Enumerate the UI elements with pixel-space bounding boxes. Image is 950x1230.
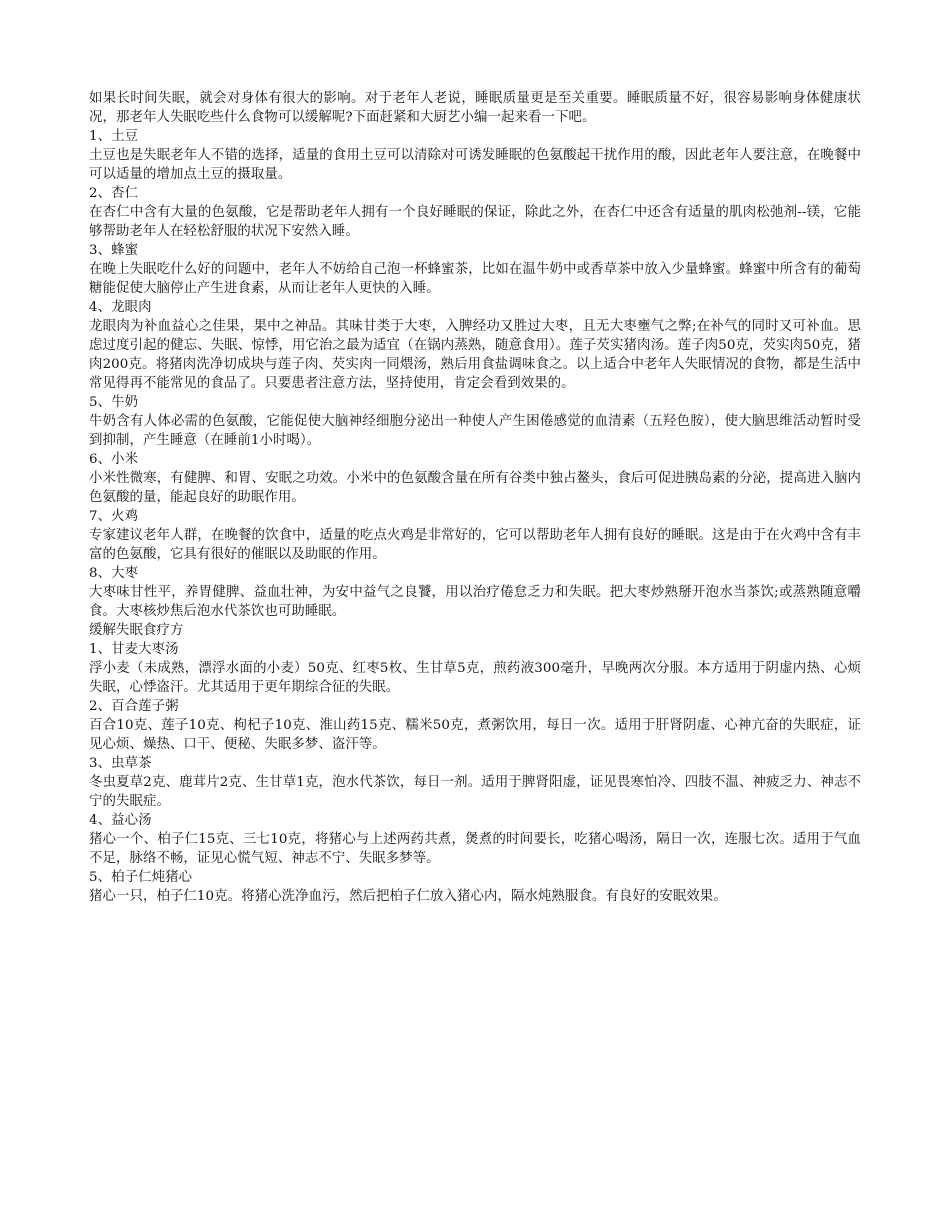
section-heading-potato: 1、土豆 (89, 129, 139, 144)
paragraph-turkey: 专家建议老年人群，在晚餐的饮食中，适量的吃点火鸡是非常好的，它可以帮助老年人拥有良好的睡眠。这是由于在火鸡中含有丰富的色氨酸，它具有很好的催眠以及助眠的作用。 (89, 528, 861, 562)
paragraph-milk: 牛奶含有人体必需的色氨酸，它能促使大脑神经细胞分泌出一种使人产生困倦感觉的血清素（五羟色胺），使大脑思维活动暂时受到抑制，产生睡意（在睡前1小时喝）。 (89, 414, 861, 448)
section-heading-millet: 6、小米 (89, 452, 139, 467)
remedy-heading-2: 2、百合莲子粥 (89, 699, 179, 714)
remedy-paragraph-2: 百合10克、莲子10克、枸杞子10克、淮山药15克、糯米50克，煮粥饮用，每日一次。适用于肝肾阴虚、心神亢奋的失眠症，证见心烦、燥热、口干、便秘、失眠多梦、盗汗等。 (89, 718, 861, 752)
article-body (89, 89, 861, 906)
section-heading-milk: 5、牛奶 (89, 395, 139, 410)
paragraph-honey: 在晚上失眠吃什么好的问题中，老年人不妨给自己泡一杯蜂蜜茶，比如在温牛奶中或香草茶中放入少量蜂蜜。蜂蜜中所含有的葡萄糖能促使大脑停止产生进食素，从而让老年人更快的入睡。 (89, 262, 861, 296)
remedy-paragraph-4: 猪心一个、柏子仁15克、三七10克，将猪心与上述两药共煮，煲煮的时间要长，吃猪心喝汤，隔日一次，连服七次。适用于气血不足，脉络不畅，证见心慌气短、神志不宁、失眠多梦等。 (89, 832, 861, 866)
remedy-paragraph-1: 浮小麦（未成熟，漂浮水面的小麦）50克、红枣5枚、生甘草5克，煎药液300毫升，早晚两次分服。本方适用于阴虚内热、心烦失眠，心悸盗汗。尤其适用于更年期综合征的失眠。 (89, 661, 861, 695)
paragraph-longan: 龙眼肉为补血益心之佳果，果中之神品。其味甘类于大枣，入脾经功又胜过大枣，且无大枣壅气之弊;在补气的同时又可补血。思虑过度引起的健忘、失眠、惊悸，用它治之最为适宜（在锅内蒸熟，随意食用）。莲子芡实猪肉汤。莲子肉50克，芡实肉50克，猪肉200克。将猪肉洗净切成块与莲子肉、芡实肉一同煨汤，熟后用食盐调味食之。以上适合中老年人失眠情况的食物，都是生活中常见得再不能常见的食品了。只要患者注意方法，坚持使用，肯定会看到效果的。 (89, 319, 861, 391)
section-heading-honey: 3、蜂蜜 (89, 243, 139, 258)
remedy-heading-4: 4、益心汤 (89, 813, 152, 828)
paragraph-millet: 小米性微寒，有健脾、和胃、安眠之功效。小米中的色氨酸含量在所有谷类中独占鳌头，食后可促进胰岛素的分泌，提高进入脑内色氨酸的量，能起良好的助眠作用。 (89, 471, 861, 505)
remedy-heading-1: 1、甘麦大枣汤 (89, 642, 179, 657)
remedy-paragraph-5: 猪心一只，柏子仁10克。将猪心洗净血污，然后把柏子仁放入猪心内，隔水炖熟服食。有良好的安眠效果。 (89, 889, 727, 904)
section-heading-almond: 2、杏仁 (89, 186, 139, 201)
paragraph-almond: 在杏仁中含有大量的色氨酸，它是帮助老年人拥有一个良好睡眠的保证，除此之外，在杏仁中还含有适量的肌肉松弛剂--镁，它能够帮助老年人在轻松舒服的状况下安然入睡。 (89, 205, 861, 239)
remedy-paragraph-3: 冬虫夏草2克、鹿茸片2克、生甘草1克，泡水代茶饮，每日一剂。适用于脾肾阳虚，证见畏寒怕冷、四肢不温、神疲乏力、神志不宁的失眠症。 (89, 775, 861, 809)
remedy-heading-5: 5、柏子仁炖猪心 (89, 870, 193, 885)
section-heading-turkey: 7、火鸡 (89, 509, 139, 524)
section-heading-remedies: 缓解失眠食疗方 (89, 623, 184, 638)
paragraph-potato: 土豆也是失眠老年人不错的选择，适量的食用土豆可以清除对可诱发睡眠的色氨酸起干扰作用的酸，因此老年人要注意，在晚餐中可以适量的增加点土豆的摄取量。 (89, 148, 861, 182)
remedy-heading-3: 3、虫草茶 (89, 756, 152, 771)
paragraph-jujube: 大枣味甘性平，养胃健脾、益血壮神，为安中益气之良饕，用以治疗倦怠乏力和失眠。把大枣炒熟掰开泡水当茶饮;或蒸熟随意嚼食。大枣核炒焦后泡水代茶饮也可助睡眠。 (89, 585, 861, 619)
section-heading-longan: 4、龙眼肉 (89, 300, 152, 315)
intro-paragraph: 如果长时间失眠，就会对身体有很大的影响。对于老年人老说，睡眠质量更是至关重要。睡眠质量不好，很容易影响身体健康状况，那老年人失眠吃些什么食物可以缓解呢?下面赶紧和大厨艺小编一起来看一下吧。 (89, 91, 861, 125)
section-heading-jujube: 8、大枣 (89, 566, 139, 581)
